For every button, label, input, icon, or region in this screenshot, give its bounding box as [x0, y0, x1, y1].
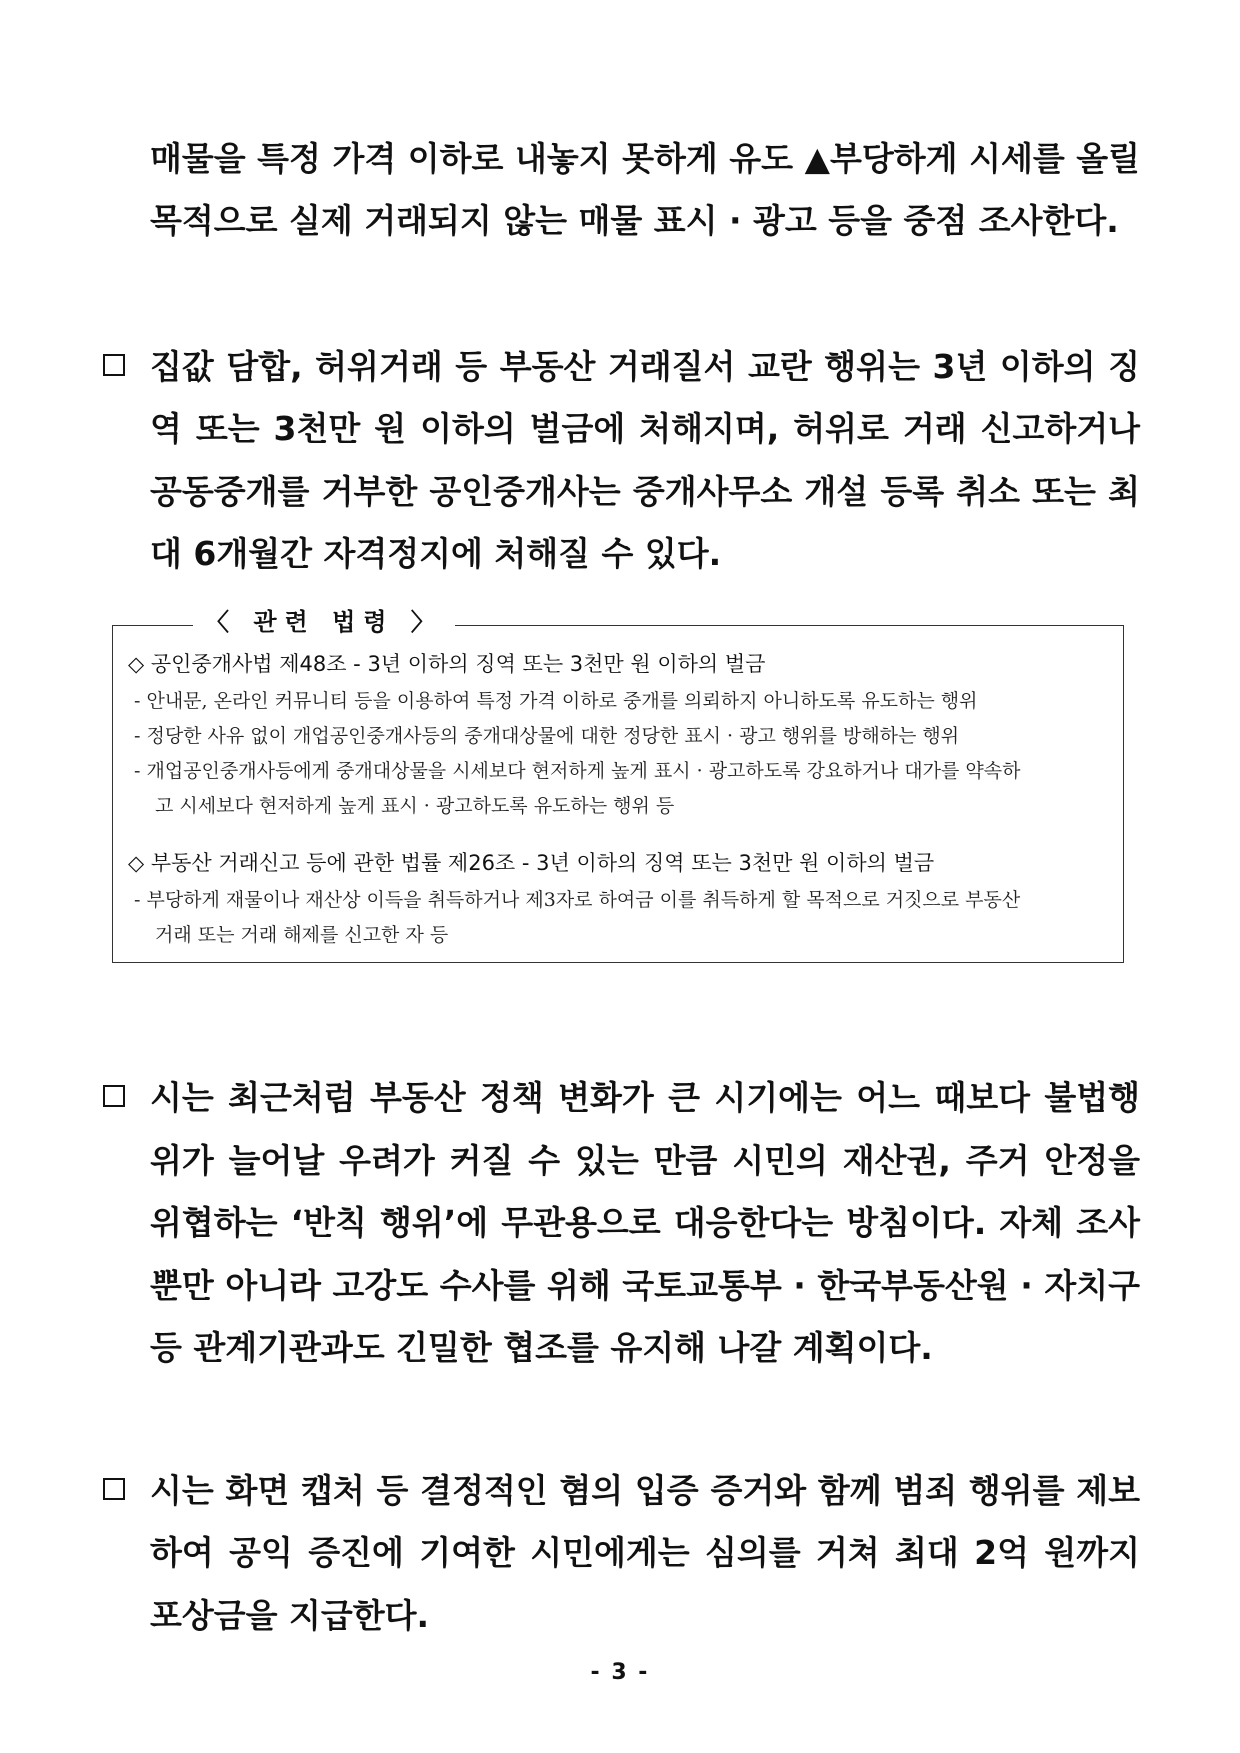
intro-line-2: 목적으로 실제 거래되지 않는 매물 표시 · 광고 등을 중점 조사한다.: [150, 201, 1119, 240]
section2-line-4: 뿐만 아니라 고강도 수사를 위해 국토교통부 · 한국부동산원 · 자치구: [150, 1266, 1140, 1305]
section3-line-1: 시는 화면 캡처 등 결정적인 혐의 입증 증거와 함께 범죄 행위를 제보: [150, 1471, 1140, 1510]
section1-line-4: 대 6개월간 자격정지에 처해질 수 있다.: [150, 534, 722, 573]
checkbox-bullet-icon: [103, 1085, 125, 1107]
law1-item-2: - 정당한 사유 없이 개업공인중개사등의 중개대상물에 대한 정당한 표시 · 광고 행위를 방해하는 행위: [134, 725, 960, 747]
checkbox-bullet-icon: [103, 1478, 125, 1500]
page-number: - 3 -: [590, 1660, 650, 1685]
law2-heading: ◇ 부동산 거래신고 등에 관한 법률 제26조 - 3년 이하의 징역 또는 3천만 원 이하의 벌금: [128, 851, 935, 875]
section2-line-5: 등 관계기관과도 긴밀한 협조를 유지해 나갈 계획이다.: [150, 1328, 933, 1367]
intro-line-1: 매물을 특정 가격 이하로 내놓지 못하게 유도 ▲부당하게 시세를 올릴: [150, 139, 1140, 178]
section1-line-3: 공동중개를 거부한 공인중개사는 중개사무소 개설 등록 취소 또는 최: [150, 472, 1140, 511]
related-laws-title: 〈 관련 법령 〉: [193, 604, 455, 640]
checkbox-bullet-icon: [103, 354, 125, 376]
law1-item-3: - 개업공인중개사등에게 중개대상물을 시세보다 현저하게 높게 표시 · 광고하도록 강요하거나 대가를 약속하: [134, 760, 1021, 782]
law2-item-1: - 부당하게 재물이나 재산상 이득을 취득하거나 제3자로 하여금 이를 취득하게 할 목적으로 거짓으로 부동산: [134, 889, 1021, 911]
law1-item-3-continued: 고 시세보다 현저하게 높게 표시 · 광고하도록 유도하는 행위 등: [155, 795, 675, 817]
section3-line-3: 포상금을 지급한다.: [150, 1596, 430, 1635]
section3-line-2: 하여 공익 증진에 기여한 시민에게는 심의를 거쳐 최대 2억 원까지: [150, 1533, 1140, 1572]
section1-line-1: 집값 담합, 허위거래 등 부동산 거래질서 교란 행위는 3년 이하의 징: [150, 347, 1140, 386]
law2-item-1-continued: 거래 또는 거래 해제를 신고한 자 등: [155, 924, 449, 946]
section2-line-1: 시는 최근처럼 부동산 정책 변화가 큰 시기에는 어느 때보다 불법행: [150, 1078, 1140, 1117]
section2-line-3: 위협하는 ‘반칙 행위’에 무관용으로 대응한다는 방침이다. 자체 조사: [150, 1203, 1140, 1242]
section2-line-2: 위가 늘어날 우려가 커질 수 있는 만큼 시민의 재산권, 주거 안정을: [150, 1141, 1140, 1180]
section1-line-2: 역 또는 3천만 원 이하의 벌금에 처해지며, 허위로 거래 신고하거나: [150, 409, 1140, 448]
law1-heading: ◇ 공인중개사법 제48조 - 3년 이하의 징역 또는 3천만 원 이하의 벌금: [128, 652, 766, 676]
law1-item-1: - 안내문, 온라인 커뮤니티 등을 이용하여 특정 가격 이하로 중개를 의뢰하지 아니하도록 유도하는 행위: [134, 690, 978, 712]
